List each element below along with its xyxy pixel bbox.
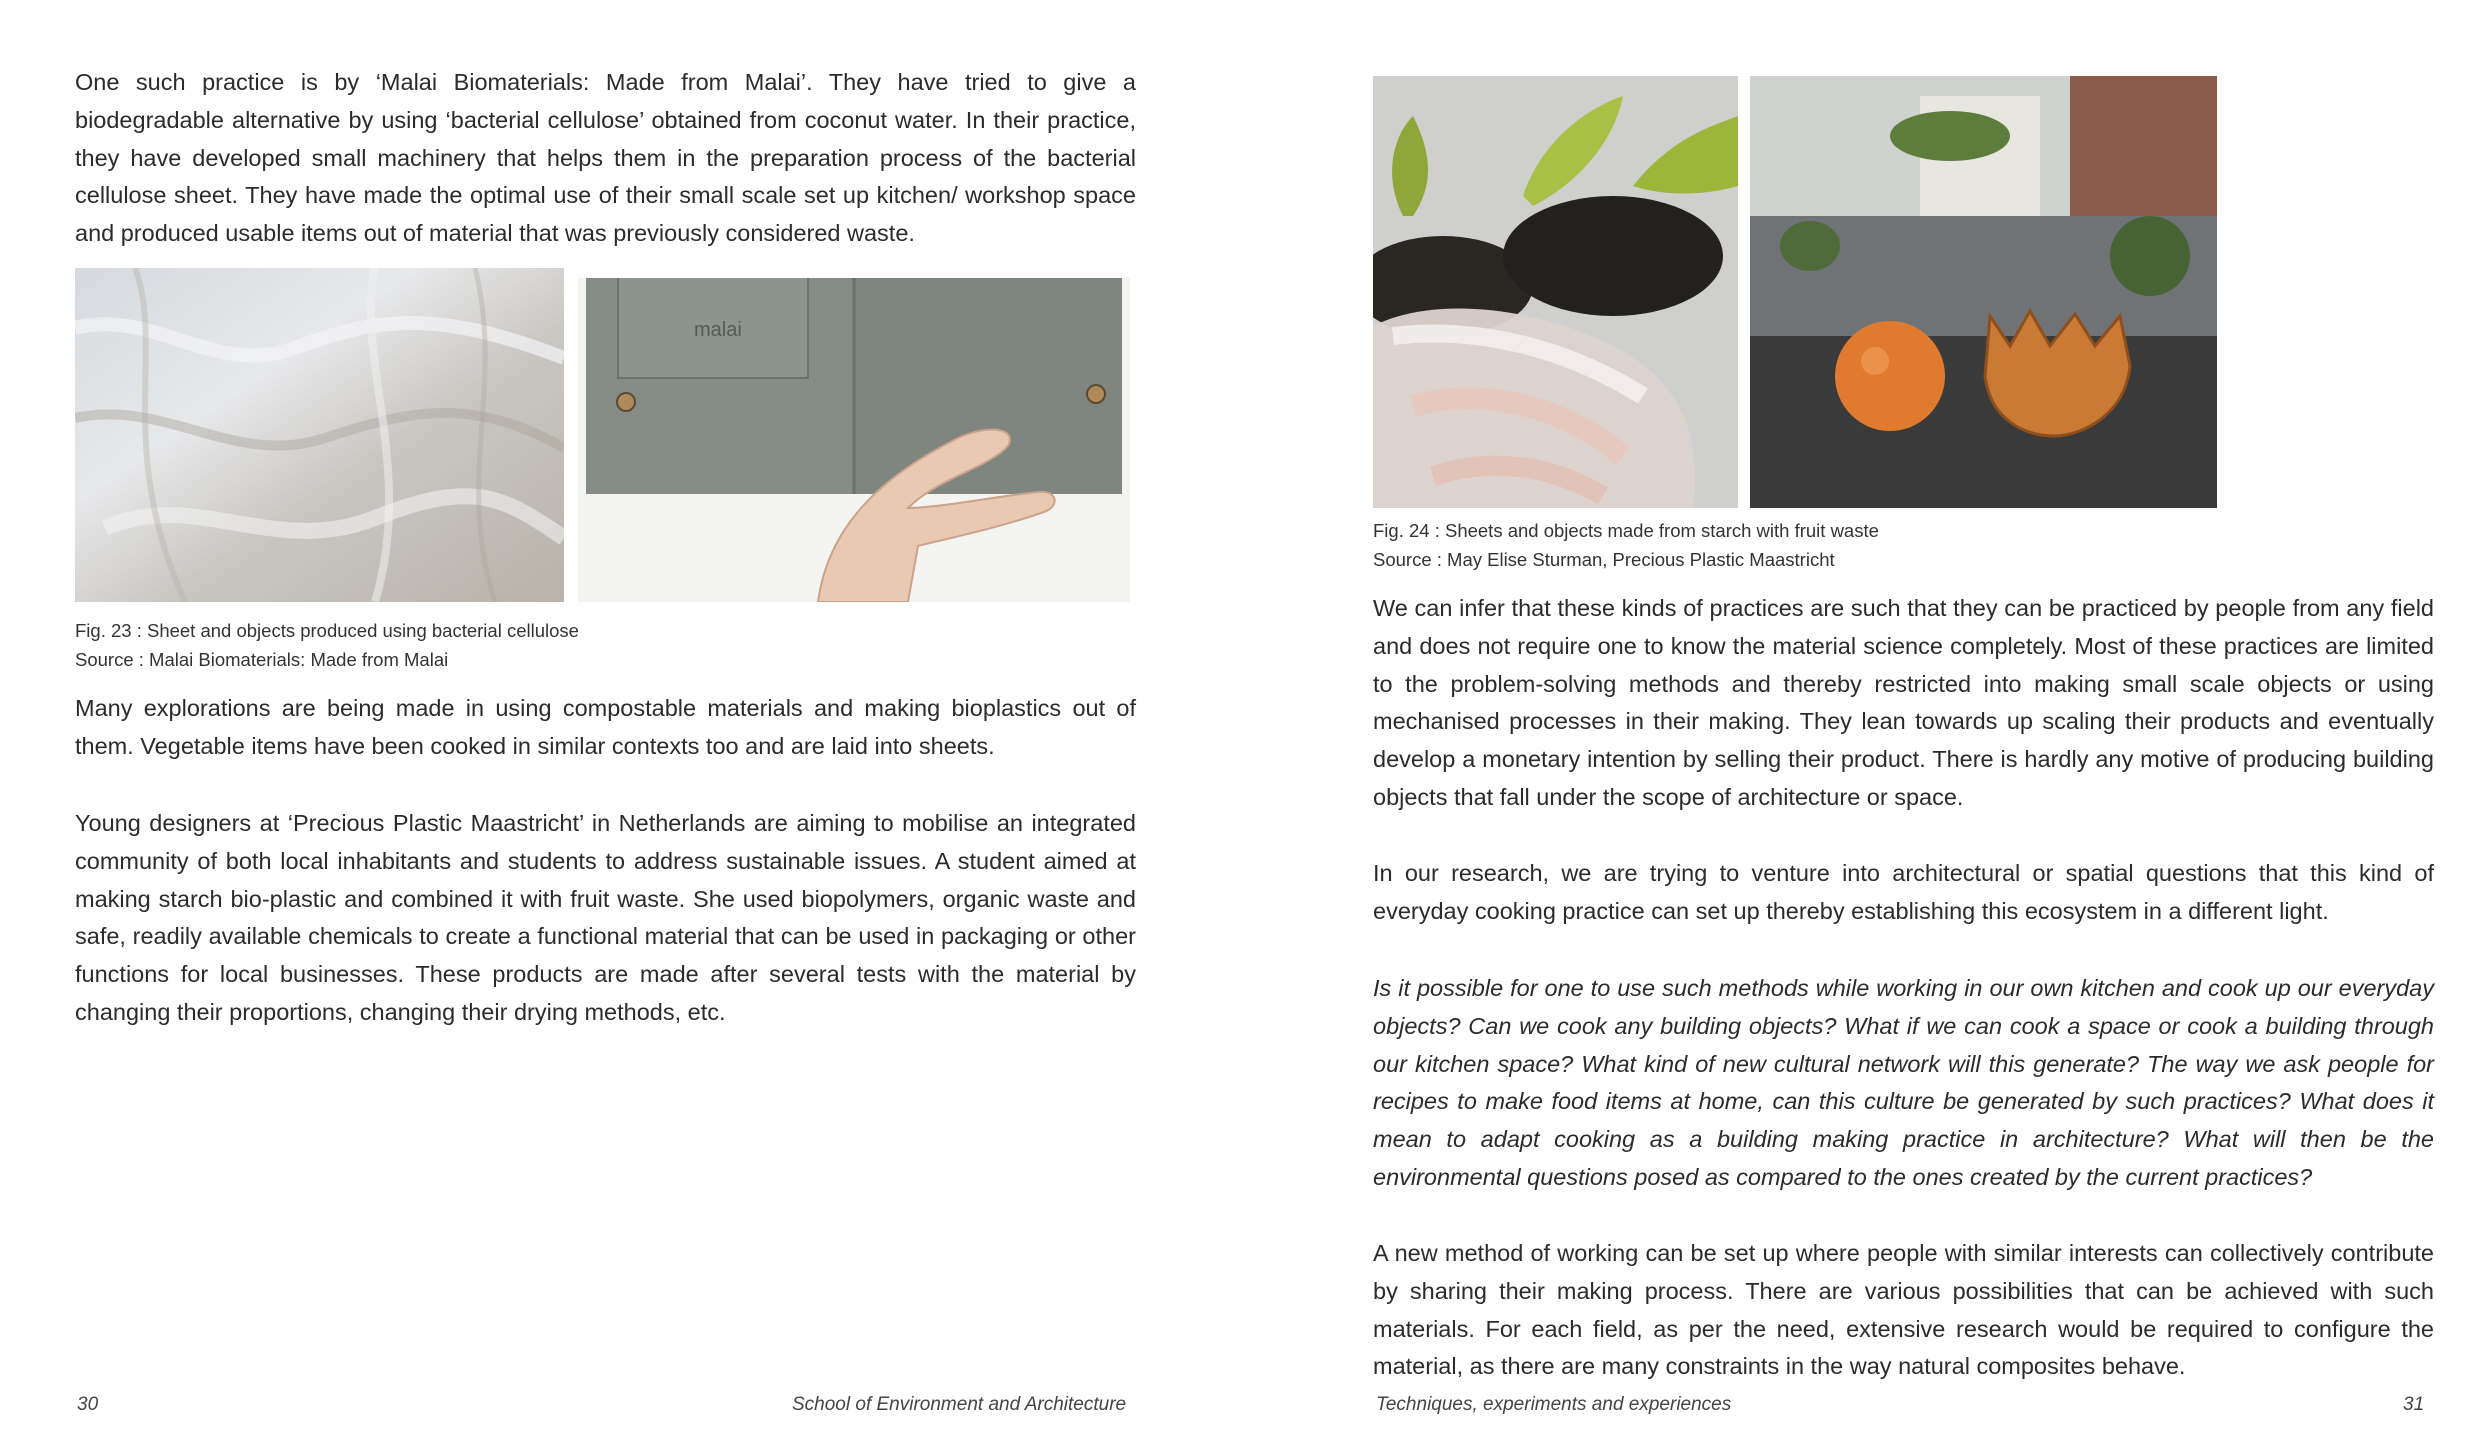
right-paragraph-1: We can infer that these kinds of practices are such that they can be practiced by people from any field and does not require one to know the material science completely. Most of these practices are limited to the problem-solving methods and thereby restricted into making small scale objects or using mechanised processes in their making. They lean towards up scaling their products and eventually develop a monetary intention by selling their product. There is hardly any motive of producing building objects that fall under the scope of architecture or space. <box>1373 595 2434 810</box>
right-page-number: 31 <box>2403 1394 2425 1415</box>
left-page <box>0 0 1240 1447</box>
left-paragraph-2: Many explorations are being made in using compostable materials and making bioplastics out of them. Vegetable items have been cooked in similar contexts too and are laid into sheets. <box>75 695 1136 759</box>
right-running-footer: Techniques, experiments and experiences <box>1376 1394 1732 1415</box>
right-paragraph-3: Is it possible for one to use such methods while working in our own kitchen and cook up our everyday objects? Can we cook any building objects? What if we can cook a space or cook a building through our kitchen space? What kind of new cultural network will this generate? The way we ask people for recipes to make food items at home, can this culture be generated by such practices? What does it mean to adapt cooking as a building making practice in architecture? What will then be the environmental questions posed as compared to the ones created by the current practices? <box>1373 975 2434 1190</box>
left-running-footer: School of Environment and Architecture <box>792 1394 1127 1415</box>
right-paragraph-4: A new method of working can be set up where people with similar interests can collectively contribute by sharing their making process. There are various possibilities that can be achieved with such materials. For each field, as per the need, extensive research would be required to configure the material, as there are many constraints in the way natural composites behave. <box>1373 1240 2434 1380</box>
left-paragraph-3: Young designers at ‘Precious Plastic Maastricht’ in Netherlands are aiming to mobilise an integrated community of both local inhabitants and students to address sustainable issues. A student aimed at making starch bio-plastic and combined it with fruit waste. She used biopolymers, organic waste and safe, readily available chemicals to create a functional material that can be used in packaging or other functions for local businesses. These products are made after several tests with the material by changing their proportions, changing their drying methods, etc. <box>75 810 1136 1025</box>
wallet-brand-label: malai <box>694 319 742 341</box>
figure-24-starch-sheet-image <box>1373 76 1738 508</box>
figure-24-caption-source: Source : May Elise Sturman, Precious Plastic Maastricht <box>1373 549 1835 570</box>
figure-23-caption-source: Source : Malai Biomaterials: Made from Malai <box>75 649 449 670</box>
figure-23-caption <box>75 616 1075 674</box>
right-page <box>1240 0 2481 1447</box>
figure-24-caption-title: Fig. 24 : Sheets and objects made from starch with fruit waste <box>1373 520 1879 541</box>
figure-24-fruit-bowl-image <box>1750 76 2217 508</box>
figure-24-caption <box>1373 516 2373 574</box>
left-paragraph-1: One such practice is by ‘Malai Biomaterials: Made from Malai’. They have tried to give a biodegradable alternative by using ‘bacterial cellulose’ obtained from coconut water. In their practice, they have developed small machinery that helps them in the preparation process of the bacterial cellulose sheet. They have made the optimal use of their small scale set up kitchen/ workshop space and produced usable items out of material that was previously considered waste. <box>75 69 1136 247</box>
left-page-number: 30 <box>77 1394 99 1415</box>
figure-23-caption-title: Fig. 23 : Sheet and objects produced using bacterial cellulose <box>75 620 579 641</box>
figure-23-cellulose-sheet-image <box>75 268 564 602</box>
figure-23-malai-wallet-image <box>578 278 1130 602</box>
right-paragraph-2: In our research, we are trying to venture into architectural or spatial questions that this kind of everyday cooking practice can set up thereby establishing this ecosystem in a different light. <box>1373 860 2434 924</box>
